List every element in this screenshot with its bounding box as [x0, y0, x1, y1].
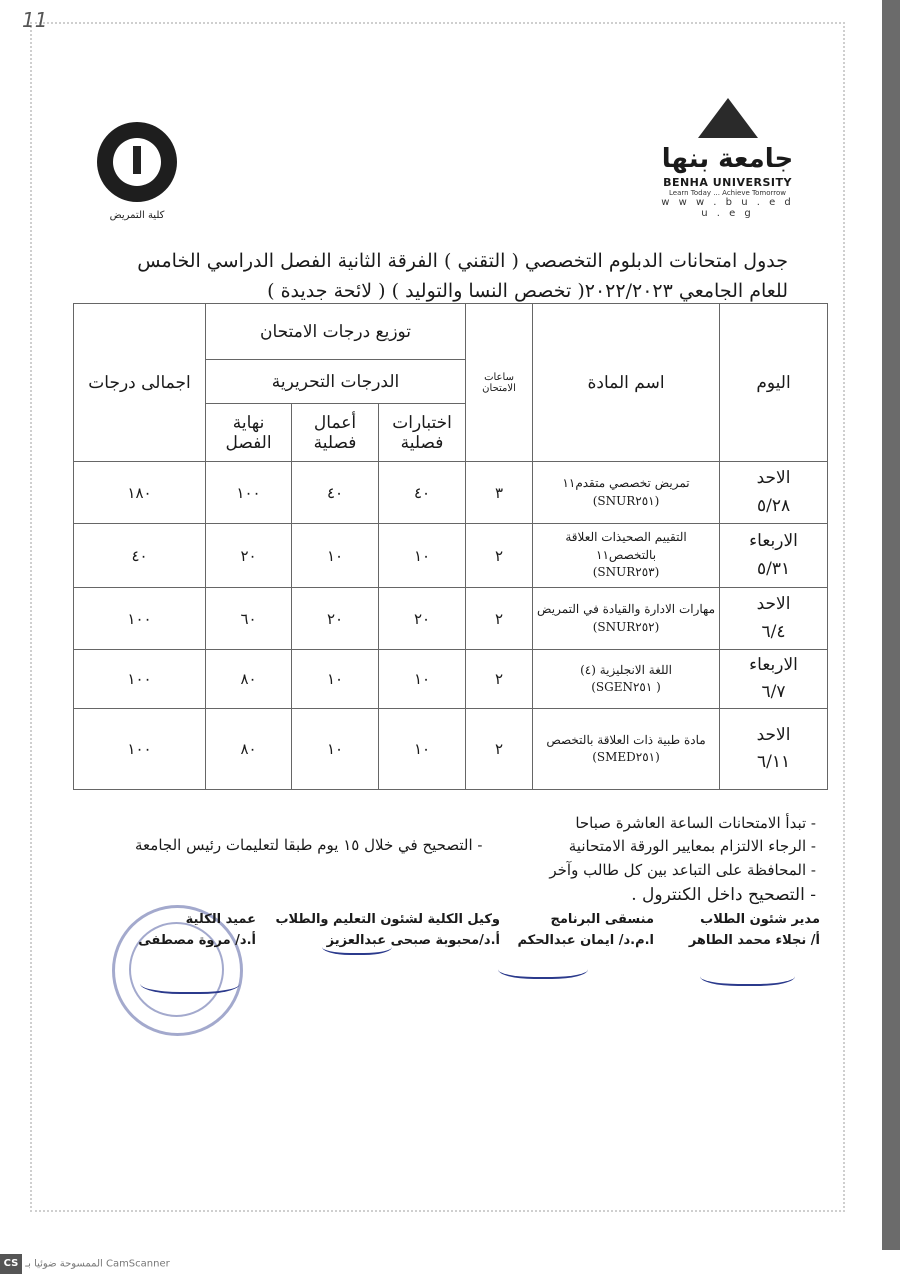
camscanner-text: الممسوحة ضوئيا بـ CamScanner	[25, 1258, 170, 1270]
exam-hours: ٢	[466, 588, 533, 650]
exam-notes	[116, 812, 816, 908]
document-title-line1: جدول امتحانات الدبلوم التخصصي ( التقني ) الفرقة الثانية الفصل الدراسي الخامس	[137, 250, 788, 272]
day-name: الاحد	[756, 725, 791, 746]
header-coursework: أعمال فصلية	[292, 404, 379, 462]
day-name: الاربعاء	[749, 531, 798, 552]
header-distribution: توزيع درجات الامتحان	[206, 304, 466, 360]
exam-hours: ٣	[466, 462, 533, 524]
university-name-ar: جامعة بنها	[661, 144, 794, 174]
handwritten-signature	[322, 935, 392, 955]
quizzes-grade: ١٠	[379, 709, 466, 790]
table-row	[74, 462, 828, 524]
subject-code: (SNUR٢٥١)	[592, 493, 660, 508]
subject-name: مادة طبية ذات العلاقة بالتخصص	[546, 732, 706, 747]
header-total: اجمالى درجات	[74, 304, 206, 462]
table-row	[74, 524, 828, 588]
pyramid-icon	[698, 98, 758, 138]
page-number-mark: 11	[22, 8, 48, 32]
signature-program-coordinator	[517, 912, 654, 948]
total-grade: ١٠٠	[74, 650, 206, 709]
nursing-seal-icon	[97, 122, 177, 202]
subject-code: (SNUR٢٥٣)	[592, 565, 660, 580]
exam-hours: ٢	[466, 709, 533, 790]
faculty-caption: كلية التمريض	[109, 210, 165, 221]
day-name: الاحد	[756, 468, 791, 489]
table-row	[74, 650, 828, 709]
signature-role: مدير شئون الطلاب	[700, 912, 820, 927]
handwritten-signature	[700, 962, 795, 986]
note-paper-standards: - الرجاء الالتزام بمعايير الورقة الامتحانية	[568, 837, 816, 856]
subject-name: تمريض تخصصي متقدم١١	[562, 476, 690, 491]
header-hours: ساعات الامتحان	[466, 304, 533, 462]
signature-student-affairs	[689, 912, 820, 948]
signature-name: ا.م.د/ ايمان عبدالحكم	[517, 933, 654, 948]
exam-date: ٥/٢٨	[756, 495, 791, 516]
scan-edge	[882, 0, 900, 1250]
signature-name: أ.د/ مروة مصطفى	[138, 933, 256, 948]
exam-date: ٦/٧	[761, 682, 786, 703]
faculty-of-nursing-logo	[92, 122, 182, 221]
total-grade: ١٠٠	[74, 588, 206, 650]
quizzes-grade: ١٠	[379, 524, 466, 588]
final-grade: ١٠٠	[206, 462, 292, 524]
camscanner-icon: CS	[0, 1254, 22, 1274]
coursework-grade: ١٠	[292, 524, 379, 588]
signature-role: منسقى البرنامج	[550, 912, 654, 927]
exam-hours: ٢	[466, 650, 533, 709]
note-distancing: - المحافظة على التباعد بين كل طالب وآخر	[549, 860, 816, 879]
exam-date: ٥/٣١	[756, 558, 791, 579]
final-grade: ٢٠	[206, 524, 292, 588]
quizzes-grade: ١٠	[379, 650, 466, 709]
signature-role: عميد الكلية	[185, 912, 256, 927]
exam-date: ٦/١١	[756, 752, 791, 773]
subject-code: (SNUR٢٥٢)	[592, 619, 660, 634]
handwritten-signature	[140, 968, 240, 994]
benha-university-logo	[655, 98, 800, 219]
university-name-en: BENHA UNIVERSITY	[663, 176, 792, 189]
signature-name: أ.د/محبوبة صبحى عبدالعزيز	[326, 933, 500, 948]
table-row	[74, 588, 828, 650]
header-final: نهاية الفصل	[206, 404, 292, 462]
coursework-grade: ١٠	[292, 650, 379, 709]
total-grade: ١٠٠	[74, 709, 206, 790]
subject-code: ( SGEN٢٥١)	[591, 680, 661, 695]
signature-name: أ/ نجلاء محمد الطاهر	[688, 933, 820, 948]
subject-code: (SMED٢٥١)	[592, 750, 660, 765]
university-website: w w w . b u . e d u . e g	[661, 197, 794, 219]
header-day: اليوم	[720, 304, 828, 462]
header-quizzes: اختبارات فصلية	[379, 404, 466, 462]
handwritten-signature	[498, 955, 588, 979]
quizzes-grade: ٤٠	[379, 462, 466, 524]
table-row	[74, 709, 828, 790]
note-grading-period: - التصحيح في خلال ١٥ يوم طبقا لتعليمات رئيس الجامعة	[135, 836, 483, 854]
note-start-time: - تبدأ الامتحانات الساعة العاشرة صباحا	[575, 814, 816, 832]
total-grade: ١٨٠	[74, 462, 206, 524]
total-grade: ٤٠	[74, 524, 206, 588]
camscanner-watermark	[0, 1254, 190, 1280]
subject-name: اللغة الانجليزية (٤)	[580, 662, 672, 677]
day-name: الاحد	[756, 594, 791, 615]
note-grading-control: - التصحيح داخل الكنترول .	[631, 884, 816, 905]
final-grade: ٦٠	[206, 588, 292, 650]
exam-schedule-table	[73, 303, 828, 790]
coursework-grade: ٢٠	[292, 588, 379, 650]
final-grade: ٨٠	[206, 709, 292, 790]
coursework-grade: ١٠	[292, 709, 379, 790]
signature-dean	[138, 912, 256, 948]
exam-date: ٦/٤	[761, 621, 786, 642]
day-name: الاربعاء	[749, 655, 798, 675]
exam-hours: ٢	[466, 524, 533, 588]
header-written: الدرجات التحريرية	[206, 360, 466, 404]
subject-name: التقييم الصحيذات العلاقة بالتخصص١١	[565, 530, 687, 562]
document-title-line2: للعام الجامعي ٢٠٢٢/٢٠٢٣( تخصص النسا والتوليد ) ( لائحة جديدة )	[267, 280, 788, 302]
subject-name: مهارات الادارة والقيادة في التمريض	[537, 602, 715, 617]
header-subject: اسم المادة	[533, 304, 720, 462]
university-tagline: Learn Today ... Achieve Tomorrow	[669, 189, 786, 197]
quizzes-grade: ٢٠	[379, 588, 466, 650]
coursework-grade: ٤٠	[292, 462, 379, 524]
final-grade: ٨٠	[206, 650, 292, 709]
signature-role: وكيل الكلية لشئون التعليم والطلاب	[275, 912, 500, 927]
